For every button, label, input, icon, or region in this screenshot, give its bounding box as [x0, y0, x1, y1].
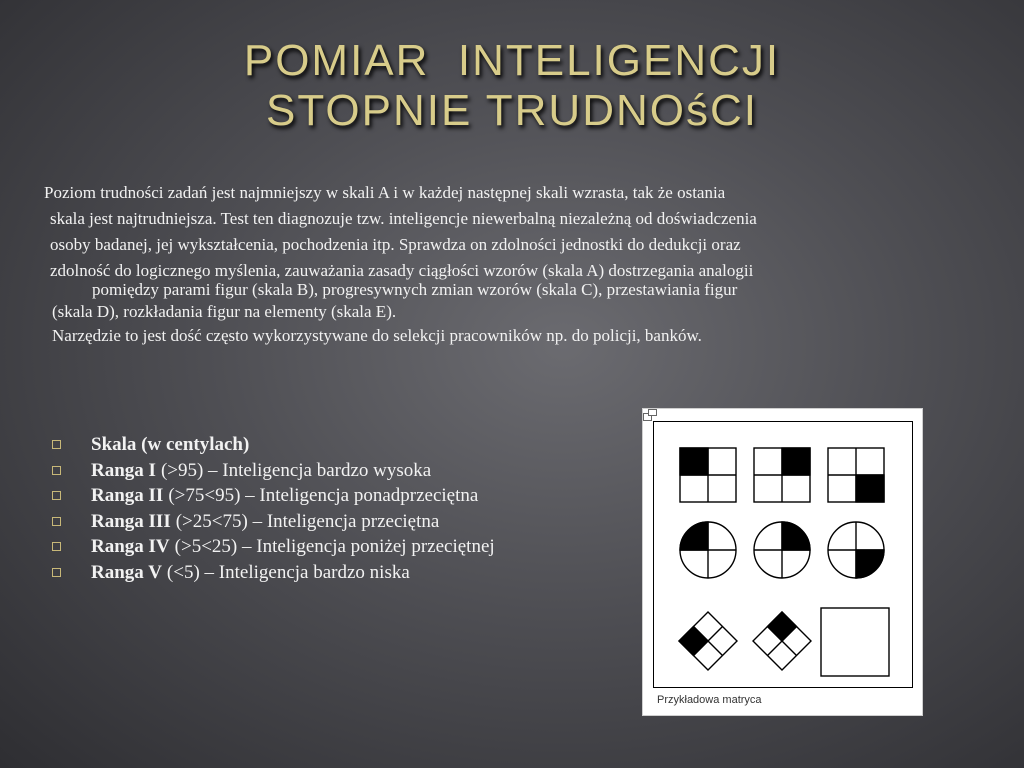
matrix-figure[interactable]	[642, 408, 923, 716]
list-item	[52, 432, 612, 458]
paragraph-line: pomiędzy parami figur (skala B), progresywnych zmian wzorów (skala C), przestawiania figur	[92, 280, 738, 299]
rank-label: Ranga III	[91, 510, 171, 532]
slide-title	[0, 36, 1024, 136]
title-line-1: POMIAR INTELIGENCJI	[243, 36, 781, 85]
list-item	[52, 483, 612, 509]
paragraph-line: zdolność do logicznego myślenia, zauważania zasady ciągłości wzorów (skala A) dostrzegania analogii	[50, 261, 754, 280]
rank-description: (>95) – Inteligencja bardzo wysoka	[160, 459, 432, 481]
rank-label: Ranga I	[91, 459, 156, 481]
matrix-cell	[828, 448, 884, 502]
rank-description: (>25<75) – Inteligencja przeciętna	[175, 510, 440, 532]
title-line-2: STOPNIE TRUDNOśCI	[266, 86, 758, 135]
rank-label: Ranga IV	[91, 536, 170, 557]
rank-label: Ranga II	[91, 485, 164, 506]
paragraph-line: Poziom trudności zadań jest najmniejszy w skali A i w każdej następnej skali wzrasta, tak że ostania	[44, 183, 726, 202]
rank-description: (<5) – Inteligencja bardzo niska	[166, 561, 410, 583]
rank-description: (>5<25) – Inteligencja poniżej przeciętnej	[174, 536, 495, 557]
matrix-answer-cell	[821, 608, 889, 676]
square-bullet-icon	[52, 491, 61, 500]
square-bullet-icon	[52, 466, 61, 475]
matrix-cell	[680, 522, 736, 578]
list-item	[52, 534, 612, 560]
paragraph-line: (skala D), rozkładania figur na elementy (skala E).	[52, 302, 397, 321]
enlarge-icon[interactable]	[643, 409, 657, 421]
list-item	[52, 458, 612, 484]
rank-label: Skala (w centylach)	[91, 434, 250, 455]
matrix-cell	[680, 448, 736, 502]
rank-label: Ranga V	[91, 561, 162, 583]
matrix-cell	[754, 522, 810, 578]
paragraph-line: Narzędzie to jest dość często wykorzystywane do selekcji pracowników np. do policji, banków.	[52, 326, 702, 345]
matrix-cell	[828, 522, 884, 578]
matrix-frame	[653, 421, 913, 688]
paragraph-line: osoby badanej, jej wykształcenia, pochodzenia itp. Sprawdza on zdolności jednostki do dedukcji oraz	[50, 235, 741, 254]
rank-description: (>75<95) – Inteligencja ponadprzeciętna	[168, 485, 479, 506]
matrix-cell	[679, 612, 737, 670]
square-bullet-icon	[52, 542, 61, 551]
square-bullet-icon	[52, 568, 61, 577]
rank-list	[52, 432, 612, 585]
square-bullet-icon	[52, 440, 61, 449]
paragraph-line: skala jest najtrudniejsza. Test ten diagnozuje tzw. inteligencje niewerbalną niezależną od doświadczenia	[50, 209, 757, 228]
list-item	[52, 509, 612, 535]
raven-matrix-image	[654, 422, 912, 687]
description-paragraph	[44, 182, 974, 347]
matrix-cell	[754, 448, 810, 502]
figure-caption: Przykładowa matryca	[657, 694, 762, 706]
square-bullet-icon	[52, 517, 61, 526]
list-item	[52, 560, 612, 586]
matrix-cell	[753, 612, 811, 670]
